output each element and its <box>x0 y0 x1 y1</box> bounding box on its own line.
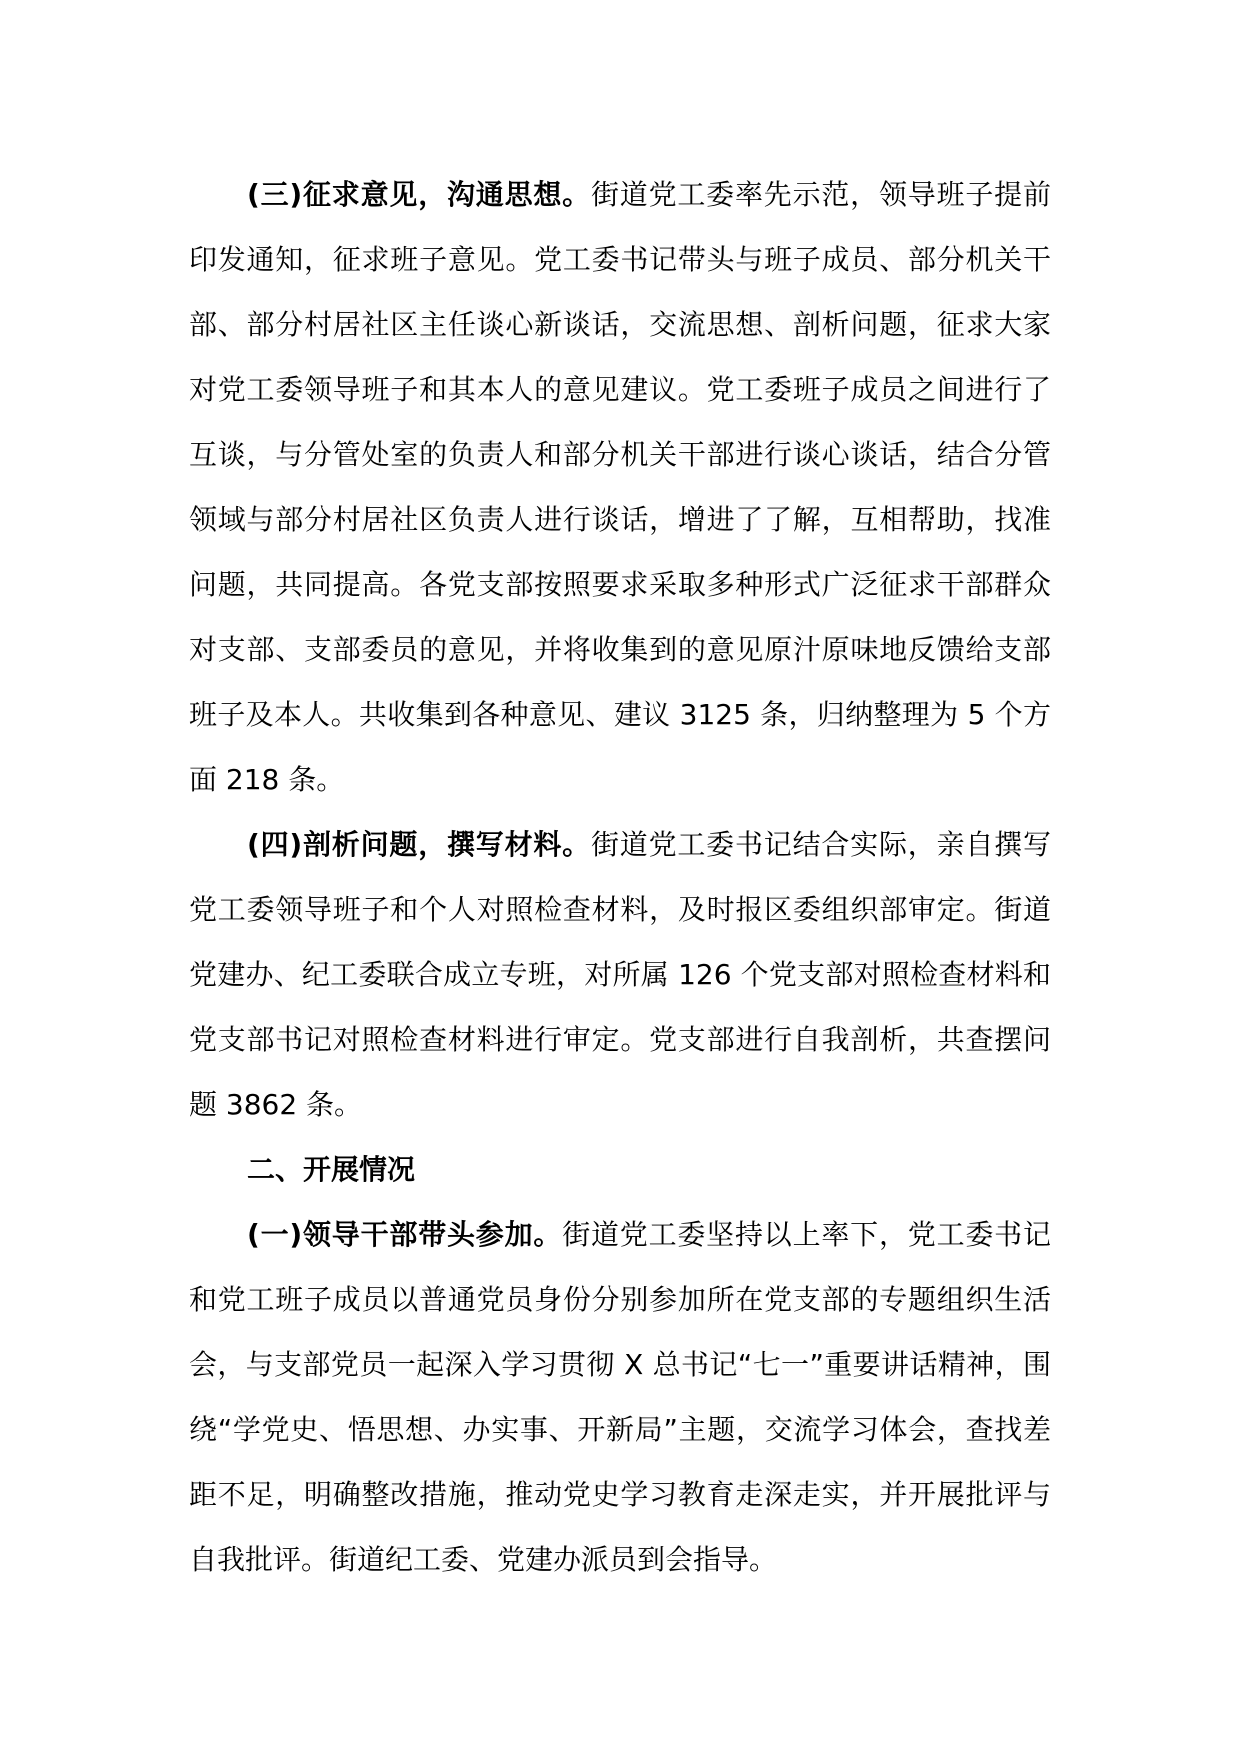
paragraph-lead: (一)领导干部带头参加。 <box>247 1218 563 1251</box>
paragraph-lead: (三)征求意见，沟通思想。 <box>247 178 591 211</box>
paragraph-solicit-opinions <box>189 162 1051 812</box>
paragraph-body: 街道党工委率先示范，领导班子提前印发通知，征求班子意见。党工委书记带头与班子成员、部分机关干部、部分村居社区主任谈心新谈话，交流思想、剖析问题，征求大家对党工委领导班子和其本人的意见建议。党工委班子成员之间进行了互谈，与分管处室的负责人和部分机关干部进行谈心谈话，结合分管领域与部分村居社区负责人进行谈话，增进了了解，互相帮助，找准问题，共同提高。各党支部按照要求采取多种形式广泛征求干部群众对支部、支部委员的意见，并将收集到的意见原汁原味地反馈给支部班子及本人。共收集到各种意见、建议 3125 条，归纳整理为 5 个方面 218 条。 <box>189 178 1051 796</box>
paragraph-analyze-problems <box>189 812 1051 1137</box>
paragraph-body: 街道党工委坚持以上率下，党工委书记和党工班子成员以普通党员身份分别参加所在党支部的专题组织生活会，与支部党员一起深入学习贯彻 X 总书记“七一”重要讲话精神，围绕“学党史、悟思想、办实事、开新局”主题，交流学习体会，查找差距不足，明确整改措施，推动党史学习教育走深走实，并开展批评与自我批评。街道纪工委、党建办派员到会指导。 <box>189 1218 1051 1576</box>
section-heading: 二、开展情况 <box>247 1153 416 1186</box>
paragraph-lead: (四)剖析问题，撰写材料。 <box>247 828 591 861</box>
paragraph-body: 街道党工委书记结合实际，亲自撰写党工委领导班子和个人对照检查材料，及时报区委组织部审定。街道党建办、纪工委联合成立专班，对所属 126 个党支部对照检查材料和党支部书记对照检查材料进行审定。党支部进行自我剖析，共查摆问题 3862 条。 <box>189 828 1051 1121</box>
document-page <box>189 162 1051 1592</box>
paragraph-leaders-participate <box>189 1202 1051 1592</box>
